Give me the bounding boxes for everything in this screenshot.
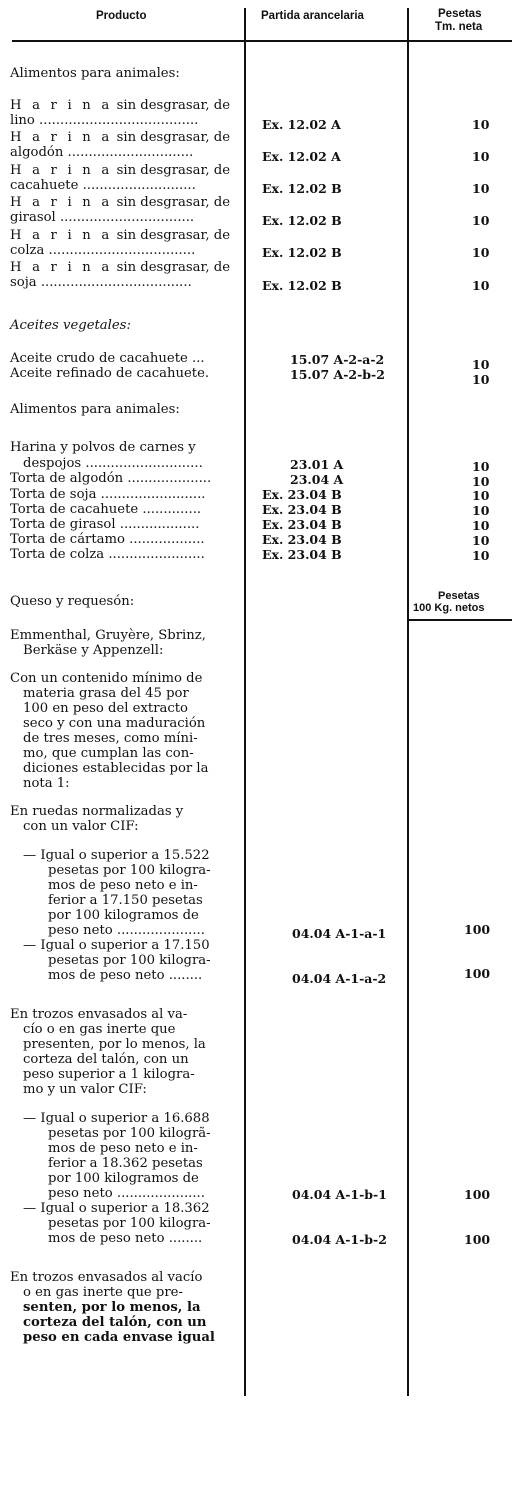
pieces-line: corteza del talón, con un (23, 1052, 189, 1067)
condition-line: mo, que cumplan las con- (23, 746, 194, 761)
item-tariff: 04.04 A-1-a-1 (292, 926, 387, 941)
col-header-tariff: Partida arancelaria (261, 10, 364, 22)
harina-rest: sin desgrasar, de (112, 195, 231, 210)
item-name: Torta de cártamo .................. (10, 532, 205, 547)
item-tariff: Ex. 12.02 A (262, 149, 341, 164)
item-name: Torta de cacahuete .............. (10, 502, 202, 517)
range-line: — Igual o superior a 17.150 (23, 938, 210, 953)
item-name: Torta de algodón .................... (10, 471, 212, 486)
item-price: 10 (472, 518, 490, 533)
harina-meat-line1: Harina y polvos de carnes y (10, 440, 196, 455)
column-rule-left (244, 8, 246, 1396)
range-line: peso neto ..................... (48, 923, 205, 938)
pieces-line: cío o en gas inerte que (23, 1022, 176, 1037)
harina-rest: sin desgrasar, de (112, 130, 231, 145)
item-name: Aceite refinado de cacahuete. (10, 366, 210, 381)
item-name: Torta de girasol ................... (10, 517, 200, 532)
item-price: 10 (472, 488, 490, 503)
item-name: soja .................................... (10, 275, 192, 290)
subheader-rule (408, 619, 512, 621)
range-line: por 100 kilogramos de (48, 1171, 199, 1186)
item-tariff: Ex. 23.04 B (262, 547, 342, 562)
harina-word: H a r i n a (10, 228, 113, 243)
pieces-line: En trozos envasados al vacío (10, 1270, 203, 1285)
item-price: 10 (472, 474, 490, 489)
wheels-line: En ruedas normalizadas y (10, 804, 184, 819)
harina-meat-line2: despojos ............................ (23, 456, 203, 471)
pieces-line: peso en cada envase igual (23, 1330, 215, 1345)
harina-rest: sin desgrasar, de (112, 260, 231, 275)
item-price: 10 (472, 459, 490, 474)
item-name: cacahuete ........................... (10, 178, 196, 193)
col-header-price-line1: Pesetas (438, 8, 482, 20)
harina-line (10, 98, 230, 113)
item-tariff: Ex. 12.02 B (262, 213, 342, 228)
item-price: 10 (472, 503, 490, 518)
item-tariff: 15.07 A-2-b-2 (290, 367, 385, 382)
harina-rest: sin desgrasar, de (112, 228, 231, 243)
section-title-animal-feed: Alimentos para animales: (10, 66, 180, 81)
pieces-line: corteza del talón, con un (23, 1315, 207, 1330)
item-tariff: Ex. 12.02 A (262, 117, 341, 132)
section-title-animal-feed-2: Alimentos para animales: (10, 402, 180, 417)
item-name: Torta de colza ....................... (10, 547, 205, 562)
section-title-vegetable-oils: Aceites vegetales: (10, 318, 131, 333)
range-line: peso neto ..................... (48, 1186, 205, 1201)
condition-line: nota 1: (23, 776, 70, 791)
range-line: mos de peso neto e in- (48, 1141, 198, 1156)
harina-word: H a r i n a (10, 163, 113, 178)
item-tariff: Ex. 12.02 B (262, 278, 342, 293)
item-tariff: 23.04 A (290, 472, 344, 487)
harina-line (10, 130, 230, 145)
header-rule (12, 40, 512, 42)
item-name: Torta de soja ......................... (10, 487, 206, 502)
condition-line: diciones establecidas por la (23, 761, 209, 776)
harina-line (10, 195, 230, 210)
item-tariff: Ex. 23.04 B (262, 502, 342, 517)
harina-word: H a r i n a (10, 260, 113, 275)
col-header-price-line2: Tm. neta (435, 21, 483, 33)
item-name: colza ................................... (10, 243, 196, 258)
item-tariff: 04.04 A-1-a-2 (292, 971, 387, 986)
harina-line (10, 163, 230, 178)
pieces-line: senten, por lo menos, la (23, 1300, 201, 1315)
range-line: pesetas por 100 kilogrã- (48, 1126, 211, 1141)
pieces-line: peso superior a 1 kilogra- (23, 1067, 195, 1082)
item-price: 100 (464, 922, 491, 937)
section-title-cheese: Queso y requesón: (10, 594, 135, 609)
wheels-line: con un valor CIF: (23, 819, 139, 834)
range-line: pesetas por 100 kilogra- (48, 863, 211, 878)
condition-line: 100 en peso del extracto (23, 701, 188, 716)
item-price: 100 (464, 1232, 491, 1247)
item-price: 10 (472, 357, 490, 372)
cheese-types-line2: Berkäse y Appenzell: (23, 643, 164, 658)
item-tariff: Ex. 12.02 B (262, 245, 342, 260)
harina-word: H a r i n a (10, 98, 113, 113)
pieces-line: o en gas inerte que pre- (23, 1285, 183, 1300)
pieces-line: mo y un valor CIF: (23, 1082, 147, 1097)
item-name: Aceite crudo de cacahuete ... (10, 351, 205, 366)
item-tariff: Ex. 23.04 B (262, 487, 342, 502)
item-tariff: 04.04 A-1-b-1 (292, 1187, 387, 1202)
range-line: mos de peso neto e in- (48, 878, 198, 893)
range-line: — Igual o superior a 18.362 (23, 1201, 210, 1216)
harina-word: H a r i n a (10, 195, 113, 210)
harina-line (10, 260, 230, 275)
harina-rest: sin desgrasar, de (112, 98, 231, 113)
condition-line: de tres meses, como míni- (23, 731, 198, 746)
item-price: 10 (472, 548, 490, 563)
item-tariff: Ex. 23.04 B (262, 517, 342, 532)
item-price: 10 (472, 213, 490, 228)
item-price: 10 (472, 117, 490, 132)
item-tariff: 15.07 A-2-a-2 (290, 352, 385, 367)
range-line: mos de peso neto ........ (48, 1231, 203, 1246)
condition-line: Con un contenido mínimo de (10, 671, 203, 686)
range-line: ferior a 17.150 pesetas (48, 893, 203, 908)
item-price: 100 (464, 966, 491, 981)
item-price: 10 (472, 181, 490, 196)
cheese-types-line1: Emmenthal, Gruyère, Sbrinz, (10, 628, 206, 643)
condition-line: seco y con una maduración (23, 716, 206, 731)
range-line: mos de peso neto ........ (48, 968, 203, 983)
item-price: 10 (472, 245, 490, 260)
harina-line (10, 228, 230, 243)
item-tariff: 04.04 A-1-b-2 (292, 1232, 387, 1247)
condition-line: materia grasa del 45 por (23, 686, 189, 701)
item-tariff: 23.01 A (290, 457, 344, 472)
range-line: — Igual o superior a 15.522 (23, 848, 210, 863)
item-name: algodón .............................. (10, 145, 194, 160)
item-price: 10 (472, 278, 490, 293)
price-subheader-line1: Pesetas (438, 590, 480, 602)
range-line: ferior a 18.362 pesetas (48, 1156, 203, 1171)
range-line: pesetas por 100 kilogra- (48, 1216, 211, 1231)
price-subheader-line2: 100 Kg. netos (413, 602, 485, 614)
item-price: 100 (464, 1187, 491, 1202)
item-tariff: Ex. 12.02 B (262, 181, 342, 196)
pieces-line: En trozos envasados al va- (10, 1007, 188, 1022)
range-line: pesetas por 100 kilogra- (48, 953, 211, 968)
col-header-product: Producto (96, 10, 147, 22)
item-tariff: Ex. 23.04 B (262, 532, 342, 547)
column-rule-right (407, 8, 409, 1396)
harina-rest: sin desgrasar, de (112, 163, 231, 178)
item-price: 10 (472, 372, 490, 387)
item-name: girasol ................................ (10, 210, 195, 225)
item-price: 10 (472, 533, 490, 548)
item-price: 10 (472, 149, 490, 164)
range-line: — Igual o superior a 16.688 (23, 1111, 210, 1126)
pieces-line: presenten, por lo menos, la (23, 1037, 206, 1052)
range-line: por 100 kilogramos de (48, 908, 199, 923)
item-name: lino ...................................... (10, 113, 199, 128)
harina-word: H a r i n a (10, 130, 113, 145)
